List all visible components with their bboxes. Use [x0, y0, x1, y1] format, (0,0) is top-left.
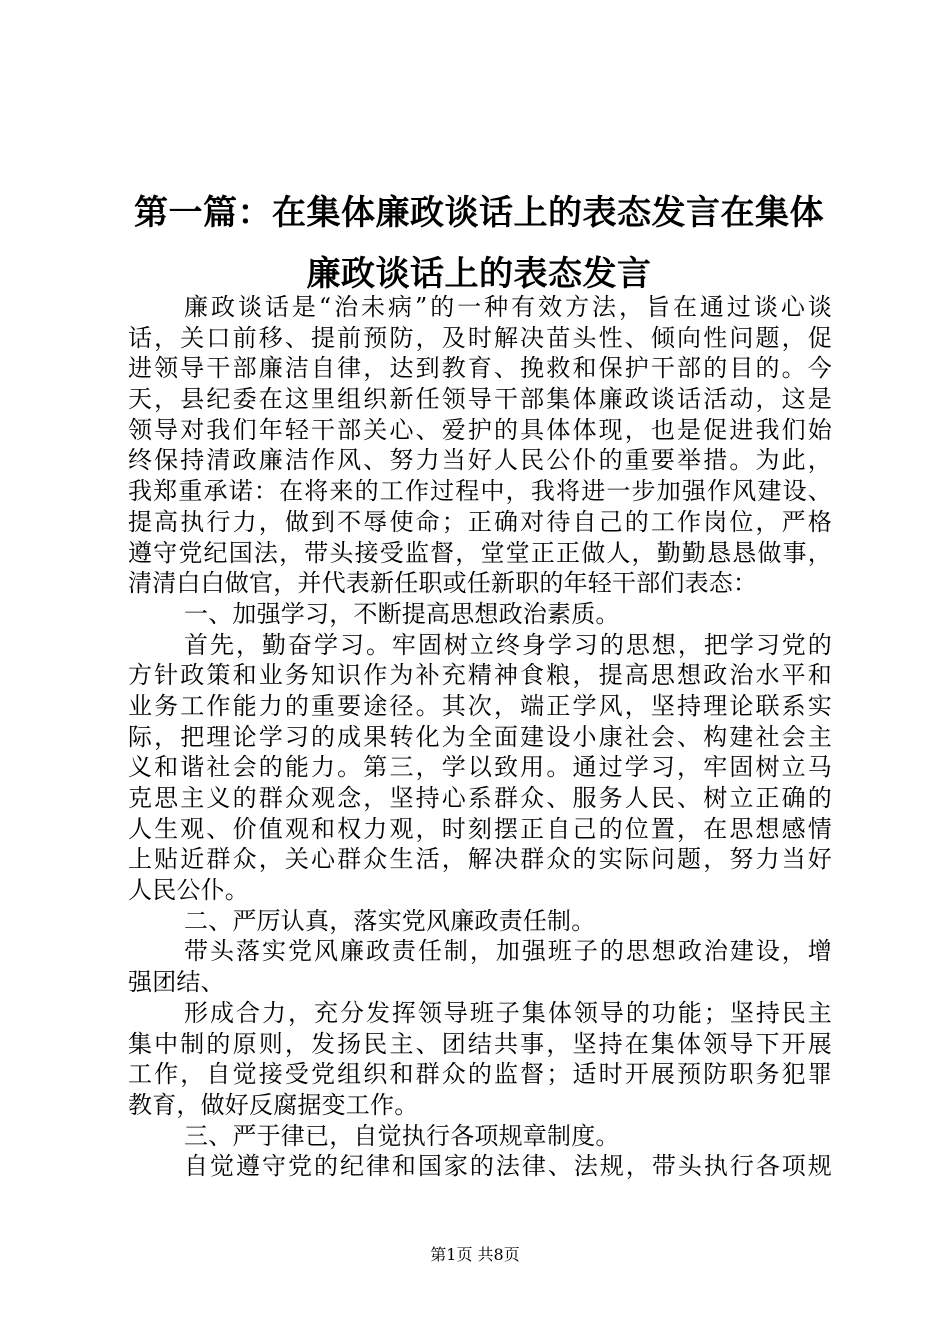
text-line: 工作，自觉接受党组织和群众的监督；适时开展预防职务犯罪 — [128, 1060, 832, 1089]
text-line: 遵守党纪国法，带头接受监督，堂堂正正做人，勤勤恳恳做事， — [128, 538, 832, 567]
text-line: 话，关口前移、提前预防，及时解决苗头性、倾向性问题，促 — [128, 323, 832, 352]
text-line: 人生观、价值观和权力观，时刻摆正自己的位置，在思想感情 — [128, 814, 832, 843]
text-line: 强团结、 — [128, 968, 225, 997]
text-line: 际，把理论学习的成果转化为全面建设小康社会、构建社会主 — [128, 722, 832, 751]
text-line: 克思主义的群众观念，坚持心系群众、服务人民、树立正确的 — [128, 784, 832, 812]
page-footer: 第1页 共8页 — [430, 1245, 520, 1264]
text-line: 我郑重承诺：在将来的工作过程中，我将进一步加强作风建设、 — [128, 477, 832, 506]
text-line: 业务工作能力的重要途径。其次，端正学风，坚持理论联系实 — [128, 691, 832, 720]
text-line: 进领导干部廉洁自律，达到教育、挽救和保护干部的目的。今 — [128, 354, 832, 383]
document-title-line-2: 廉政谈话上的表态发言 — [306, 254, 652, 294]
text-line: 自觉遵守党的纪律和国家的法律、法规，带头执行各项规 — [184, 1152, 832, 1181]
text-line: 集中制的原则，发扬民主、团结共事，坚持在集体领导下开展 — [128, 1029, 832, 1058]
text-line: 义和谐社会的能力。第三，学以致用。通过学习，牢固树立马 — [128, 753, 832, 782]
document-title-line-1: 第一篇：在集体廉政谈话上的表态发言在集体 — [134, 193, 824, 233]
text-line: 形成合力，充分发挥领导班子集体领导的功能；坚持民主 — [184, 998, 832, 1027]
document-body — [128, 292, 832, 1182]
text-line: 清清白白做官，并代表新任职或任新职的年轻干部们表态： — [128, 569, 758, 598]
text-line: 三、严于律已，自觉执行各项规章制度。 — [184, 1121, 620, 1150]
text-line: 带头落实党风廉政责任制，加强班子的思想政治建设，增 — [184, 937, 832, 966]
text-line: 廉政谈话是“治未病”的一种有效方法，旨在通过谈心谈 — [184, 293, 832, 321]
text-line: 领导对我们年轻干部关心、爱护的具体体现，也是促进我们始 — [128, 415, 832, 444]
text-line: 二、严厉认真，落实党风廉政责任制。 — [184, 906, 596, 935]
text-line: 教育，做好反腐据变工作。 — [128, 1090, 419, 1119]
text-line: 上贴近群众，关心群众生活，解决群众的实际问题，努力当好 — [128, 845, 832, 874]
text-line: 人民公仆。 — [128, 876, 249, 905]
text-line: 首先，勤奋学习。牢固树立终身学习的思想，把学习党的 — [184, 630, 832, 659]
text-line: 终保持清政廉洁作风、努力当好人民公仆的重要举措。为此， — [128, 446, 832, 475]
text-line: 一、加强学习，不断提高思想政治素质。 — [184, 599, 620, 628]
text-line: 提高执行力，做到不辱使命；正确对待自己的工作岗位，严格 — [128, 507, 832, 536]
text-line: 天，县纪委在这里组织新任领导干部集体廉政谈话活动，这是 — [128, 385, 832, 414]
text-line: 方针政策和业务知识作为补充精神食粮，提高思想政治水平和 — [128, 661, 832, 690]
